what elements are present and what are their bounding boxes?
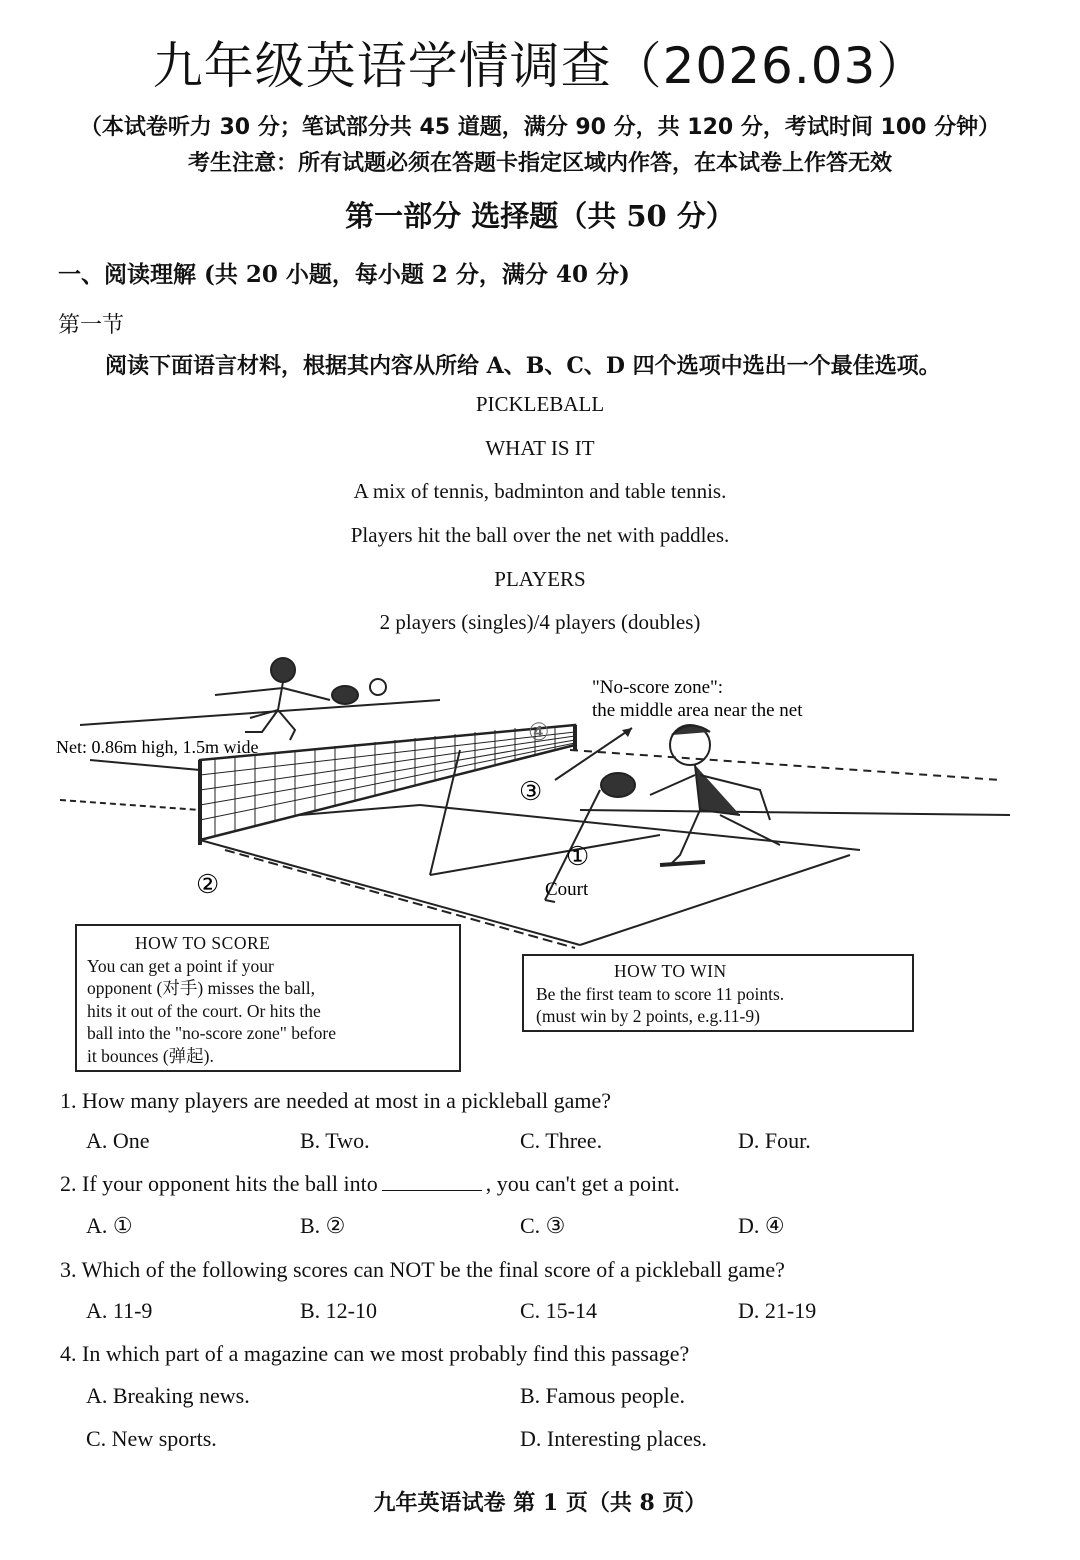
marker-3: ③ — [519, 777, 543, 806]
marker-4: ④ — [528, 720, 550, 746]
how-to-score-line: You can get a point if your — [87, 955, 274, 976]
exam-info-note: （本试卷听力 30 分；笔试部分共 45 道题，满分 90 分，共 120 分，考试时间 100 分钟） — [79, 115, 1001, 140]
answer-blank — [382, 1172, 482, 1191]
how-to-score-line: opponent (对手) misses the ball, — [87, 978, 315, 998]
players-line: 2 players (singles)/4 players (doubles) — [379, 610, 701, 634]
q4-option-d[interactable]: D. Interesting places. — [520, 1426, 707, 1451]
how-to-score-line: ball into the "no-score zone" before — [87, 1023, 336, 1043]
q2-option-b[interactable]: B. ② — [300, 1213, 346, 1238]
candidate-notice: 考生注意：所有试题必须在答题卡指定区域内作答，在本试卷上作答无效 — [187, 151, 892, 176]
q4-option-a[interactable]: A. Breaking news. — [86, 1383, 250, 1408]
q4-option-c[interactable]: C. New sports. — [86, 1426, 217, 1451]
net-label: Net: 0.86m high, 1.5m wide — [56, 737, 259, 757]
no-score-zone-label: "No-score zone": — [592, 677, 724, 698]
ball — [370, 679, 386, 695]
no-score-zone-desc: the middle area near the net — [592, 700, 803, 721]
q1-option-b[interactable]: B. Two. — [300, 1128, 370, 1153]
section-instruction: 阅读下面语言材料，根据其内容从所给 A、B、C、D 四个选项中选出一个最佳选项。 — [105, 353, 941, 379]
how-to-score-box — [75, 924, 461, 1072]
q1-option-c[interactable]: C. Three. — [520, 1128, 603, 1153]
q3-option-a[interactable]: A. 11-9 — [86, 1298, 153, 1323]
how-to-win-line: (must win by 2 points, e.g.11-9) — [536, 1006, 760, 1026]
players-heading: PLAYERS — [494, 567, 586, 591]
q3-option-b[interactable]: B. 12-10 — [300, 1298, 377, 1323]
how-to-win-line: Be the first team to score 11 points. — [536, 983, 785, 1004]
marker-1: ① — [566, 842, 590, 871]
q2-option-d[interactable]: D. ④ — [738, 1213, 785, 1238]
q1-option-a[interactable]: A. One — [86, 1128, 150, 1153]
what-line-2: Players hit the ball over the net with paddles. — [350, 523, 730, 547]
marker-2: ② — [196, 870, 220, 899]
passage-title: PICKLEBALL — [475, 392, 605, 416]
player-near-side — [601, 725, 780, 865]
page-footer: 九年英语试卷 第 1 页（共 8 页） — [373, 1490, 707, 1516]
q3-option-d[interactable]: D. 21-19 — [738, 1298, 817, 1323]
question-2-prompt — [60, 1171, 680, 1197]
question-2-text-before: 2. If your opponent hits the ball into — [60, 1171, 378, 1196]
how-to-score-line: it bounces (弹起). — [87, 1045, 214, 1066]
subsection-heading: 第一节 — [58, 313, 125, 338]
question-2-text-after: , you can't get a point. — [485, 1171, 680, 1196]
question-1-prompt: 1. How many players are needed at most in a pickleball game? — [60, 1088, 612, 1113]
exam-title: 九年级英语学情调查（2026.03） — [152, 37, 928, 95]
what-heading: WHAT IS IT — [485, 436, 595, 460]
question-3-prompt: 3. Which of the following scores can NOT be the final score of a pickleball game? — [60, 1257, 785, 1282]
q1-option-d[interactable]: D. Four. — [738, 1128, 811, 1153]
q2-option-a[interactable]: A. ① — [86, 1213, 133, 1238]
how-to-score-line: hits it out of the court. Or hits the — [87, 1000, 321, 1021]
how-to-win-heading: HOW TO WIN — [614, 961, 727, 981]
player-far-side — [215, 658, 358, 740]
part-title: 第一部分 选择题（共 50 分） — [345, 199, 735, 233]
q3-option-c[interactable]: C. 15-14 — [520, 1298, 597, 1323]
section-heading: 一、阅读理解 (共 20 小题，每小题 2 分，满分 40 分) — [58, 261, 630, 288]
q4-option-b[interactable]: B. Famous people. — [520, 1383, 685, 1408]
question-4-prompt: 4. In which part of a magazine can we most probably find this passage? — [60, 1341, 690, 1366]
q2-option-c[interactable]: C. ③ — [520, 1213, 566, 1238]
how-to-win-box — [522, 954, 914, 1032]
court-label: Court — [545, 879, 589, 900]
how-to-score-heading: HOW TO SCORE — [135, 933, 271, 953]
what-line-1: A mix of tennis, badminton and table tennis. — [353, 479, 727, 503]
